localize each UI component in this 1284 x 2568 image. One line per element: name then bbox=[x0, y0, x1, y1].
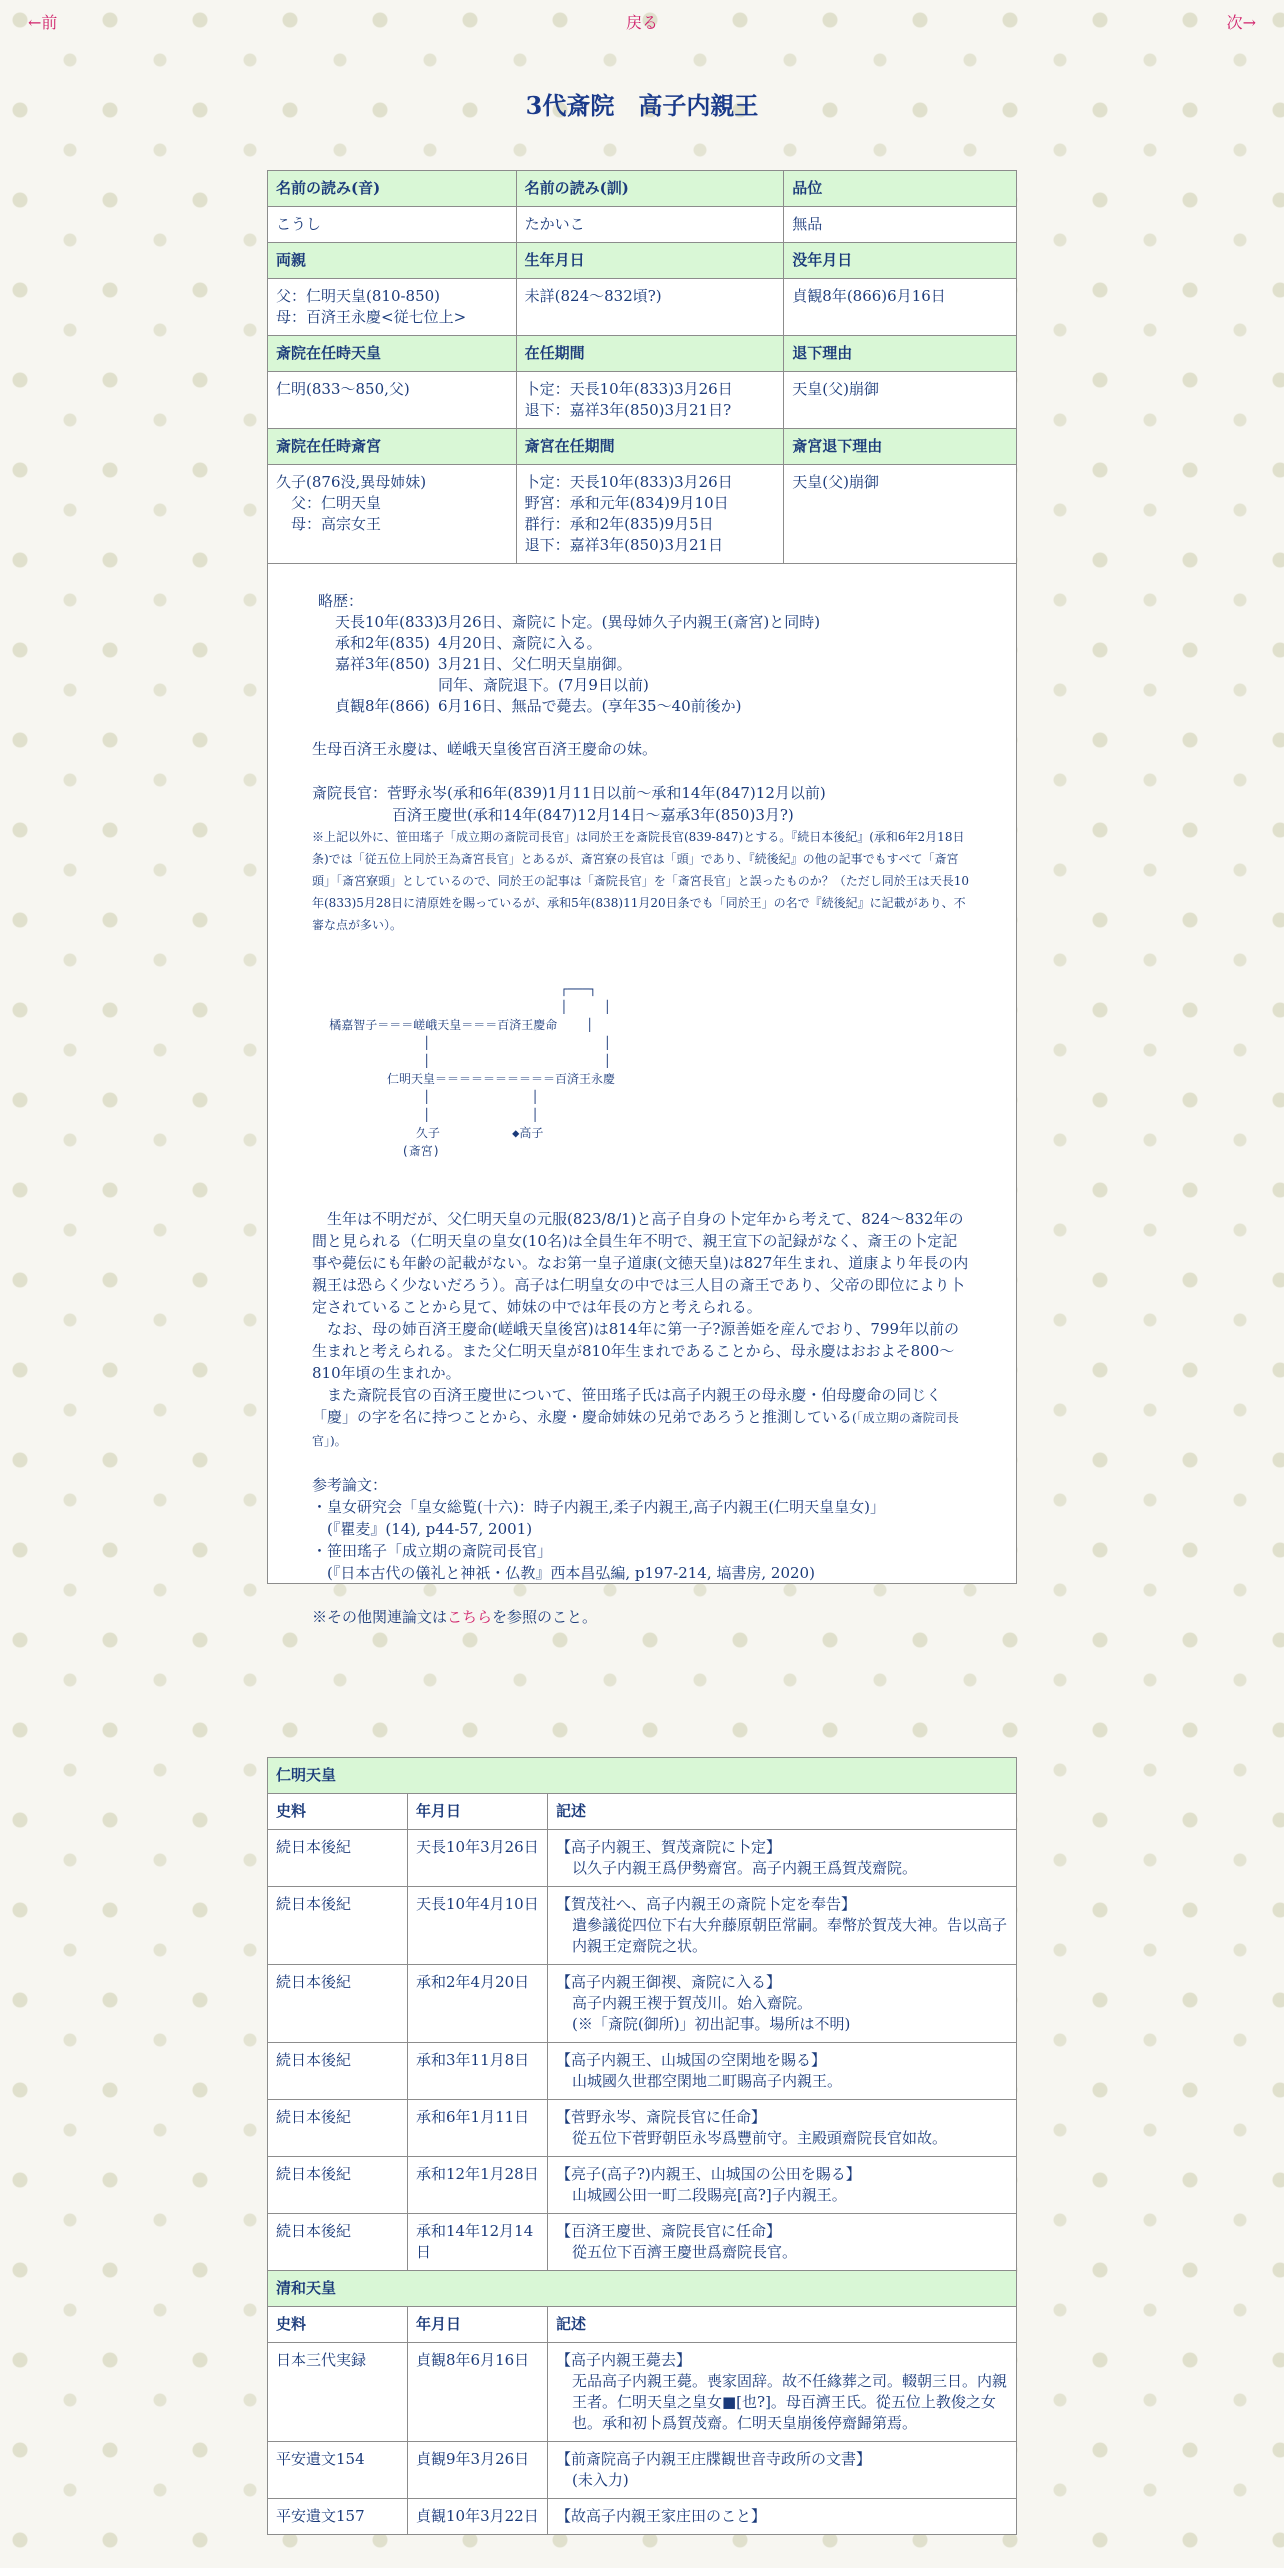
info-value-line: 久子(876没,異母姉妹) bbox=[276, 473, 427, 491]
info-value-cell bbox=[784, 465, 1017, 564]
record-date: 天長10年4月10日 bbox=[408, 1887, 548, 1965]
info-header-row bbox=[268, 243, 1017, 279]
info-value-line: 群行：承和2年(835)9月5日 bbox=[524, 515, 714, 533]
record-text: 山城國公田一町二段賜亮[高?]子内親王。 bbox=[572, 2186, 847, 2204]
discussion-paragraph-3 bbox=[312, 1384, 972, 1452]
bio-text: 4月20日、斎院に入る。 bbox=[438, 634, 602, 652]
bio-date: 天長10年(833) bbox=[335, 613, 440, 631]
info-value-cell bbox=[268, 207, 517, 243]
record-date: 貞観9年3月26日 bbox=[408, 2442, 548, 2499]
record-description bbox=[548, 1887, 1017, 1965]
bio-text: 6月16日、無品で薨去。(享年35～40前後か) bbox=[438, 697, 742, 715]
record-title: 【高子内親王、山城国の空閑地を賜る】 bbox=[556, 2051, 827, 2069]
record-text: 高子内親王禊于賀茂川。始入齋院。 bbox=[572, 1994, 813, 2012]
reference-item: ・皇女研究会「皇女総覧(十六)：時子内親王,柔子内親王,高子内親王(仁明天皇皇女)」 bbox=[312, 1498, 885, 1516]
record-row bbox=[268, 2499, 1017, 2535]
record-source: 続日本後紀 bbox=[268, 2214, 408, 2271]
record-text: 以久子内親王爲伊勢齋宮。高子内親王爲賀茂齋院。 bbox=[572, 1859, 918, 1877]
back-link[interactable]: 戻る bbox=[626, 13, 659, 32]
reference-item: (『瞿麦』(14), p44-57, 2001) bbox=[312, 1520, 533, 1538]
more-references-prefix: ※その他関連論文は bbox=[312, 1608, 448, 1626]
family-tree-line: │ │ bbox=[322, 1108, 539, 1122]
mother-note: 生母百済王永慶は、嵯峨天皇後宮百済王慶命の妹。 bbox=[312, 740, 658, 758]
record-title: 【亮子(高子?)内親王、山城国の公田を賜る】 bbox=[556, 2165, 861, 2183]
info-value-line: 父：仁明天皇 bbox=[276, 494, 382, 512]
records-header-cell: 記述 bbox=[548, 1794, 1017, 1830]
info-value-line: 天皇(父)崩御 bbox=[792, 473, 879, 491]
info-header-cell: 没年月日 bbox=[784, 243, 1017, 279]
records-section bbox=[267, 1757, 1017, 2535]
info-value-cell bbox=[516, 372, 784, 429]
records-header-row bbox=[268, 2307, 1017, 2343]
bio-row bbox=[335, 674, 972, 695]
record-title: 【高子内親王、賀茂斎院に卜定】 bbox=[556, 1838, 782, 1856]
bio-date bbox=[335, 674, 438, 695]
bio-date: 嘉祥3年(850) bbox=[335, 655, 430, 673]
record-row bbox=[268, 2442, 1017, 2499]
discussion-paragraph-1: 生年は不明だが、父仁明天皇の元服(823/8/1)と高子自身の卜定年から考えて、824～832年の間と見られる（仁明天皇の皇女(10名)は全員生年不明で、親王宣下の記録がなく、斎王の卜定記事や薨伝にも年齢の記載がない。なお第一皇子道康(文徳天皇)は827年生まれ、道康より年長の内親王は恐らく少ないだろう）。高子は仁明皇女の中では三人目の斎王であり、父帝の即位により卜定されていることから見て、姉妹の中では年長の方と考えられる。 bbox=[312, 1210, 969, 1316]
record-text: (未入力) bbox=[572, 2471, 629, 2489]
bio-row bbox=[335, 632, 972, 653]
info-value-row bbox=[268, 465, 1017, 564]
more-references-suffix: を参照のこと。 bbox=[492, 1608, 598, 1626]
family-tree-line: 橘嘉智子＝＝＝嵯峨天皇＝＝＝百済王慶命 │ bbox=[322, 1018, 594, 1032]
family-tree-line: ┌───┐ bbox=[322, 982, 597, 996]
top-navigation bbox=[0, 10, 1284, 34]
record-source: 日本三代実録 bbox=[268, 2343, 408, 2442]
record-date: 天長10年3月26日 bbox=[408, 1830, 548, 1887]
record-source: 続日本後紀 bbox=[268, 1830, 408, 1887]
info-value-line: 母：百済王永慶<従七位上> bbox=[276, 308, 467, 326]
record-description bbox=[548, 2100, 1017, 2157]
info-header-cell: 在任期間 bbox=[516, 336, 784, 372]
record-text: 從五位下百濟王慶世爲齋院長官。 bbox=[572, 2243, 798, 2261]
references bbox=[312, 1474, 972, 1628]
bio-timeline bbox=[312, 611, 972, 716]
record-description bbox=[548, 1965, 1017, 2043]
reference-item: (『日本古代の儀礼と神祇・仏教』西本昌弘編, p197-214, 塙書房, 2020) bbox=[312, 1564, 815, 1582]
bio-date: 貞観8年(866) bbox=[335, 697, 430, 715]
record-text: 山城國久世郡空閑地二町賜高子内親王。 bbox=[572, 2072, 843, 2090]
record-date: 貞観8年6月16日 bbox=[408, 2343, 548, 2442]
info-header-cell: 斎宮在任期間 bbox=[516, 429, 784, 465]
info-header-cell: 斎院在任時斎宮 bbox=[268, 429, 517, 465]
record-source: 続日本後紀 bbox=[268, 1887, 408, 1965]
chokan-line-2: 百済王慶世(承和14年(847)12月14日～嘉承3年(850)3月?) bbox=[392, 806, 794, 824]
record-row bbox=[268, 1965, 1017, 2043]
biography-box bbox=[267, 564, 1017, 1626]
bio-date: 承和2年(835) bbox=[335, 634, 430, 652]
info-value-line: 卜定：天長10年(833)3月26日 bbox=[524, 380, 733, 398]
record-note: (※「斎院(御所)」初出記事。場所は不明) bbox=[572, 2015, 851, 2033]
info-header-cell: 名前の読み(音) bbox=[268, 171, 517, 207]
record-row bbox=[268, 2343, 1017, 2442]
record-source: 平安遺文157 bbox=[268, 2499, 408, 2535]
emperor-row bbox=[268, 2271, 1017, 2307]
info-header-cell: 両親 bbox=[268, 243, 517, 279]
info-header-cell: 斎宮退下理由 bbox=[784, 429, 1017, 465]
record-row bbox=[268, 1887, 1017, 1965]
info-value-line: こうし bbox=[276, 215, 322, 233]
info-value-cell bbox=[516, 279, 784, 336]
record-title: 【菅野永岑、斎院長官に任命】 bbox=[556, 2108, 767, 2126]
family-tree-line: (斎宮) bbox=[322, 1144, 440, 1158]
record-description bbox=[548, 2214, 1017, 2271]
record-row bbox=[268, 1830, 1017, 1887]
info-value-cell bbox=[268, 465, 517, 564]
records-header-cell: 記述 bbox=[548, 2307, 1017, 2343]
info-value-line: たかいこ bbox=[524, 215, 585, 233]
prev-link[interactable]: ←前 bbox=[28, 13, 58, 32]
record-text: 遣參議從四位下右大弁藤原朝臣常嗣。奉幣於賀茂大神。告以高子内親王定齋院之状。 bbox=[572, 1916, 1008, 1955]
records-header-cell: 年月日 bbox=[408, 1794, 548, 1830]
record-date: 承和6年1月11日 bbox=[408, 2100, 548, 2157]
record-source: 続日本後紀 bbox=[268, 2100, 408, 2157]
record-source: 平安遺文154 bbox=[268, 2442, 408, 2499]
bio-row bbox=[335, 611, 972, 632]
info-header-row bbox=[268, 429, 1017, 465]
records-header-cell: 史料 bbox=[268, 1794, 408, 1830]
record-source: 続日本後紀 bbox=[268, 1965, 408, 2043]
info-header-cell: 斎院在任時天皇 bbox=[268, 336, 517, 372]
record-row bbox=[268, 2043, 1017, 2100]
info-value-line: 父：仁明天皇(810-850) bbox=[276, 287, 441, 305]
info-value-line: 卜定：天長10年(833)3月26日 bbox=[524, 473, 733, 491]
record-date: 承和14年12月14日 bbox=[408, 2214, 548, 2271]
records-header-cell: 年月日 bbox=[408, 2307, 548, 2343]
record-date: 承和12年1月28日 bbox=[408, 2157, 548, 2214]
more-references bbox=[312, 1606, 972, 1628]
records-header-cell: 史料 bbox=[268, 2307, 408, 2343]
family-tree-line: │ │ bbox=[322, 1054, 611, 1068]
record-date: 貞観10年3月22日 bbox=[408, 2499, 548, 2535]
references-heading: 参考論文： bbox=[312, 1476, 388, 1494]
emperor-name: 仁明天皇 bbox=[268, 1758, 1017, 1794]
info-value-row bbox=[268, 279, 1017, 336]
info-value-row bbox=[268, 207, 1017, 243]
info-header-cell: 品位 bbox=[784, 171, 1017, 207]
records-header-row bbox=[268, 1794, 1017, 1830]
info-value-line: 母：高宗女王 bbox=[276, 515, 382, 533]
family-tree bbox=[322, 980, 972, 1160]
more-references-link[interactable]: こちら bbox=[447, 1608, 493, 1626]
info-header-row bbox=[268, 336, 1017, 372]
info-value-cell bbox=[268, 372, 517, 429]
info-value-line: 仁明(833～850,父) bbox=[276, 380, 410, 398]
family-tree-line: │ │ bbox=[322, 1090, 539, 1104]
info-value-cell bbox=[516, 465, 784, 564]
discussion-paragraph-2: なお、母の姉百済王慶命(嵯峨天皇後宮)は814年に第一子?源善姫を産んでおり、799年以前の生まれと考えられる。また父仁明天皇が810年生まれであることから、母永慶はおおよそ800～810年頃の生まれか。 bbox=[312, 1320, 960, 1382]
page-title: 3代斎院 高子内親王 bbox=[525, 91, 759, 120]
reference-item: ・笹田瑤子「成立期の斎院司長官」 bbox=[312, 1542, 553, 1560]
record-text: 无品高子内親王薨。喪家固辞。故不任緣葬之司。輟朝三日。内親王者。仁明天皇之皇女■[也?]。母百濟王氏。從五位上教俊之女也。承和初卜爲賀茂齋。仁明天皇崩後停齋歸第焉。 bbox=[572, 2372, 1008, 2432]
bio-row bbox=[335, 653, 972, 674]
info-value-row bbox=[268, 372, 1017, 429]
bio-heading: 略歴： bbox=[318, 592, 364, 610]
info-value-cell bbox=[516, 207, 784, 243]
record-title: 【百済王慶世、斎院長官に任命】 bbox=[556, 2222, 782, 2240]
family-tree-line: 久子 ◆高子 bbox=[322, 1126, 544, 1140]
record-source: 続日本後紀 bbox=[268, 2157, 408, 2214]
record-description bbox=[548, 2499, 1017, 2535]
chokan-line-1: 斎院長官：菅野永岑(承和6年(839)1月11日以前～承和14年(847)12月以前) bbox=[312, 784, 826, 802]
info-header-cell: 退下理由 bbox=[784, 336, 1017, 372]
emperor-name: 清和天皇 bbox=[268, 2271, 1017, 2307]
info-value-line: 貞観8年(866)6月16日 bbox=[792, 287, 946, 305]
record-description bbox=[548, 2343, 1017, 2442]
family-tree-line: │ │ bbox=[322, 1000, 611, 1014]
info-value-cell bbox=[784, 372, 1017, 429]
bio-text: 同年、斎院退下。(7月9日以前) bbox=[438, 676, 649, 694]
chokan-note: ※上記以外に、笹田瑤子「成立期の斎院司長官」は同於王を斎院長官(839-847)とする。『続日本後紀』(承和6年2月18日条)では「従五位上同於王為斎宮長官」とあるが、斎宮寮の長官は「頭」であり、『続後紀』の他の記事でもすべて「斎宮頭」「斎宮寮頭」としているので、同於王の記事は「斎院長官」を「斎宮長官」と誤ったものか？（ただし同於王は天長10年(833)5月28日に清原姓を賜っているが、承和5年(838)11月20日条でも「同於王」の名で『続後紀』に記載があり、不審な点が多い）。 bbox=[312, 830, 970, 932]
next-link[interactable]: 次→ bbox=[1226, 13, 1256, 32]
record-title: 【賀茂社へ、高子内親王の斎院卜定を奉告】 bbox=[556, 1895, 857, 1913]
info-table bbox=[267, 170, 1017, 564]
info-value-line: 未詳(824～832頃?) bbox=[524, 287, 662, 305]
info-value-cell bbox=[784, 279, 1017, 336]
emperor-row bbox=[268, 1758, 1017, 1794]
bio-text: 3月21日、父仁明天皇崩御。 bbox=[438, 655, 632, 673]
info-value-line: 野宮：承和元年(834)9月10日 bbox=[524, 494, 729, 512]
info-value-cell bbox=[268, 279, 517, 336]
bio-text: 3月26日、斎院に卜定。(異母姉久子内親王(斎宮)と同時) bbox=[438, 613, 821, 631]
info-header-row bbox=[268, 171, 1017, 207]
discussion-citation: (「成立期の斎院司長官」)。 bbox=[312, 1411, 959, 1448]
family-tree-line: │ │ bbox=[322, 1036, 611, 1050]
record-description bbox=[548, 2157, 1017, 2214]
profile-section bbox=[267, 170, 1017, 1626]
info-header-cell: 生年月日 bbox=[516, 243, 784, 279]
record-text: 從五位下菅野朝臣永岑爲豐前守。主殿頭齋院長官如故。 bbox=[572, 2129, 948, 2147]
info-value-line: 天皇(父)崩御 bbox=[792, 380, 879, 398]
info-value-line: 退下：嘉祥3年(850)3月21日? bbox=[524, 401, 732, 419]
record-description bbox=[548, 2442, 1017, 2499]
record-title: 【故高子内親王家庄田のこと】 bbox=[556, 2507, 767, 2525]
record-source: 続日本後紀 bbox=[268, 2043, 408, 2100]
records-table bbox=[267, 1757, 1017, 2535]
info-value-line: 退下：嘉祥3年(850)3月21日 bbox=[524, 536, 724, 554]
record-row bbox=[268, 2214, 1017, 2271]
record-date: 承和3年11月8日 bbox=[408, 2043, 548, 2100]
discussion bbox=[312, 1208, 972, 1452]
bio-row bbox=[335, 695, 972, 716]
info-header-cell: 名前の読み(訓) bbox=[516, 171, 784, 207]
record-description bbox=[548, 2043, 1017, 2100]
info-value-line: 無品 bbox=[792, 215, 823, 233]
discussion-text-3: また斎院長官の百済王慶世について、笹田瑤子氏は高子内親王の母永慶・伯母慶命の同じく「慶」の字を名に持つことから、永慶・慶命姉妹の兄弟であろうと推測している bbox=[312, 1386, 942, 1426]
record-title: 【前斎院高子内親王庄牒観世音寺政所の文書】 bbox=[556, 2450, 872, 2468]
record-row bbox=[268, 2157, 1017, 2214]
record-description bbox=[548, 1830, 1017, 1887]
info-value-cell bbox=[784, 207, 1017, 243]
record-row bbox=[268, 2100, 1017, 2157]
record-title: 【高子内親王御禊、斎院に入る】 bbox=[556, 1973, 782, 1991]
record-title: 【高子内親王薨去】 bbox=[556, 2351, 692, 2369]
record-date: 承和2年4月20日 bbox=[408, 1965, 548, 2043]
family-tree-line: 仁明天皇＝＝＝＝＝＝＝＝＝＝百済王永慶 bbox=[322, 1072, 616, 1086]
